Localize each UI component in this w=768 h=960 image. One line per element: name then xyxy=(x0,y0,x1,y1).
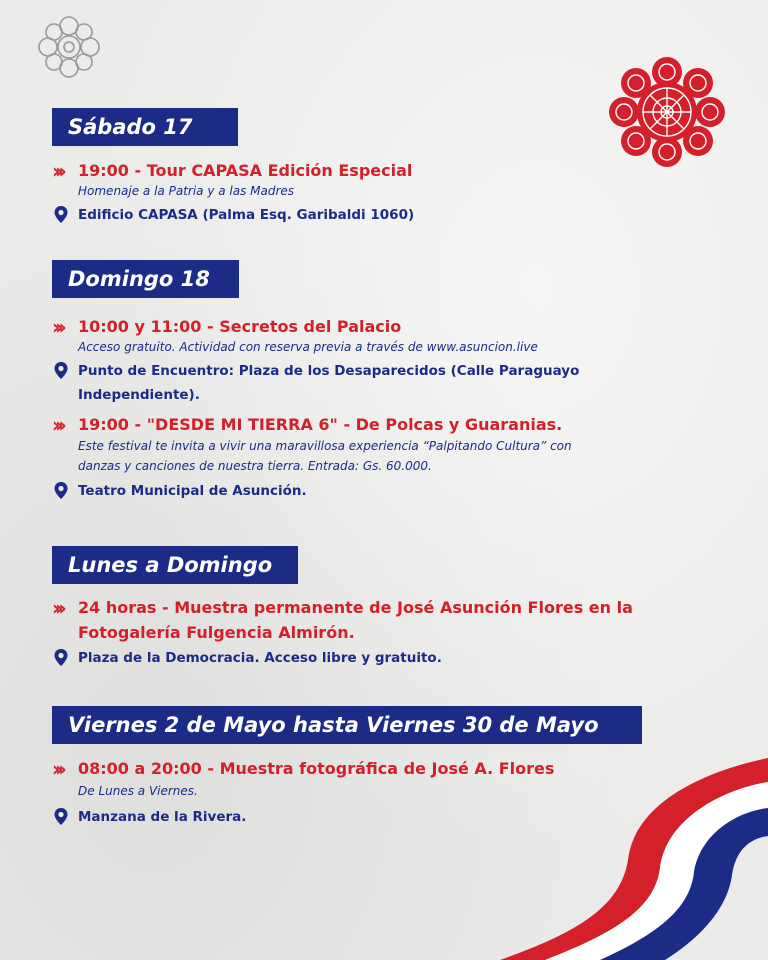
double-chevron-right-icon: ››› xyxy=(52,757,62,781)
event-description: danzas y canciones de nuestra tierra. Entrada: Gs. 60.000. xyxy=(78,459,432,473)
event-location: Plaza de la Democracia. Acceso libre y gratuito. xyxy=(78,650,442,666)
event-title-row xyxy=(52,414,748,436)
event-title-row xyxy=(52,758,748,780)
event-description-row xyxy=(52,782,748,801)
map-pin-icon xyxy=(52,806,70,828)
event-description: Este festival te invita a vivir una maravillosa experiencia “Palpitando Cultura” con xyxy=(78,439,572,453)
event-title: 19:00 - "DESDE MI TIERRA 6" - De Polcas y Guaranias. xyxy=(78,415,563,434)
event-title: 08:00 a 20:00 - Muestra fotográfica de José A. Flores xyxy=(78,759,555,778)
event-location: Independiente). xyxy=(78,387,200,403)
map-pin-icon xyxy=(52,647,70,669)
event-title-row xyxy=(52,622,748,644)
map-pin-icon xyxy=(52,204,70,226)
day-header-domingo-18: Domingo 18 xyxy=(52,260,239,298)
event-location-row xyxy=(52,384,748,406)
event-location: Punto de Encuentro: Plaza de los Desaparecidos (Calle Paraguayo xyxy=(78,363,580,379)
map-pin-icon xyxy=(52,480,70,502)
double-chevron-right-icon: ››› xyxy=(52,159,62,183)
event-title: 19:00 - Tour CAPASA Edición Especial xyxy=(78,161,413,180)
event-title: 24 horas - Muestra permanente de José Asunción Flores en la xyxy=(78,598,633,617)
double-chevron-right-icon: ››› xyxy=(52,315,62,339)
event-description-row xyxy=(52,182,748,201)
map-pin-icon xyxy=(52,360,70,382)
double-chevron-right-icon: ››› xyxy=(52,413,62,437)
event-description-row xyxy=(52,437,748,456)
event-location-row xyxy=(52,204,748,226)
event-location-row xyxy=(52,360,748,382)
day-header-viernes-2-a-30-de-mayo: Viernes 2 de Mayo hasta Viernes 30 de Mayo xyxy=(52,706,642,744)
event-title: 10:00 y 11:00 - Secretos del Palacio xyxy=(78,317,402,336)
event-description-row xyxy=(52,338,748,357)
event-description: De Lunes a Viernes. xyxy=(78,784,198,798)
event-location-row xyxy=(52,647,748,669)
nanduti-lace-red-icon xyxy=(606,56,728,168)
nanduti-lace-grey-icon xyxy=(36,14,102,80)
day-header-lunes-a-domingo: Lunes a Domingo xyxy=(52,546,298,584)
event-title: Fotogalería Fulgencia Almirón. xyxy=(78,623,355,642)
event-description: Homenaje a la Patria y a las Madres xyxy=(78,184,295,198)
event-location: Teatro Municipal de Asunción. xyxy=(78,483,307,499)
event-location-row xyxy=(52,480,748,502)
double-chevron-right-icon: ››› xyxy=(52,596,62,620)
event-title-row xyxy=(52,597,748,619)
event-title-row xyxy=(52,316,748,338)
event-description-row xyxy=(52,457,748,476)
event-location: Edificio CAPASA (Palma Esq. Garibaldi 1060) xyxy=(78,207,415,223)
event-title-row xyxy=(52,160,748,182)
event-description: Acceso gratuito. Actividad con reserva previa a través de www.asuncion.live xyxy=(78,340,538,354)
event-location-row xyxy=(52,806,748,828)
event-location: Manzana de la Rivera. xyxy=(78,809,247,825)
day-header-sabado-17: Sábado 17 xyxy=(52,108,238,146)
